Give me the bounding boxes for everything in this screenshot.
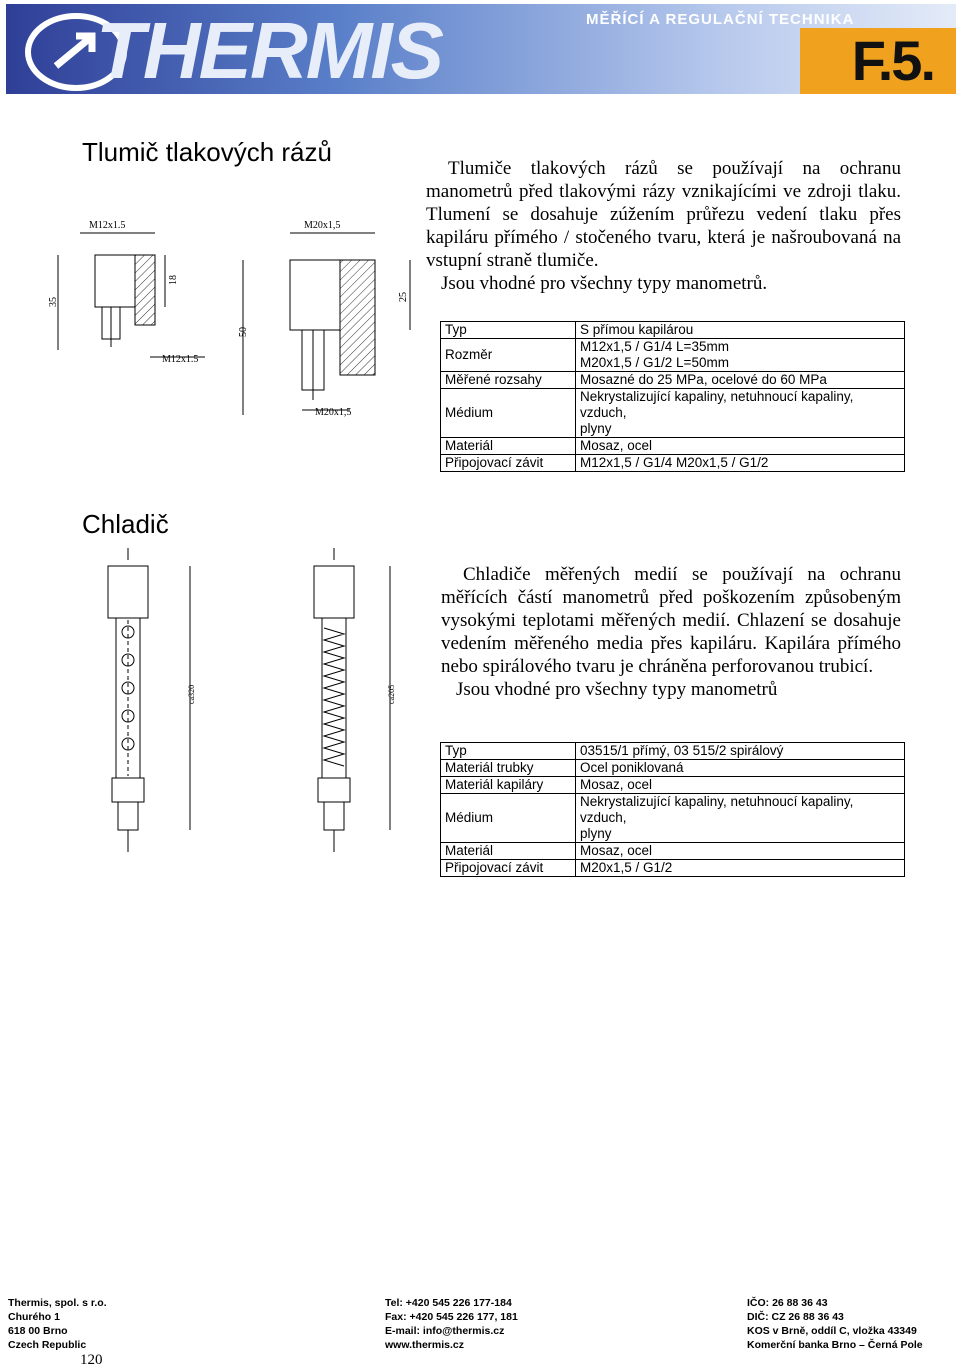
table-row xyxy=(441,743,905,760)
cooler-description xyxy=(441,563,901,701)
cooler-paragraph: Chladiče měřených medií se používají na ochranu měřících částí manometrů před poškozením způsobeným vysokými teplotami měřených medií. Chlazení se dosahuje vedením měřeného media přes kapiláru. Kapilára přímého nebo spirálového tvaru je chráněna perforovanou trubicí. xyxy=(441,564,901,677)
table-row xyxy=(441,777,905,794)
table-row xyxy=(441,455,905,472)
section-code-badge xyxy=(800,28,956,94)
spec-value: Mosaz, ocel xyxy=(576,438,905,455)
spec-key: Typ xyxy=(441,322,576,339)
damper-spec-table xyxy=(440,321,905,472)
header-tagline: MĚŘÍCÍ A REGULAČNÍ TECHNIKA xyxy=(586,11,855,28)
damper-technical-drawing xyxy=(40,215,440,425)
table-row xyxy=(441,843,905,860)
table-row xyxy=(441,760,905,777)
spec-value: Nekrystalizující kapaliny, netuhnoucí kapaliny, vzduch, plyny xyxy=(576,794,905,843)
table-row xyxy=(441,438,905,455)
table-row xyxy=(441,794,905,843)
spec-key: Materiál trubky xyxy=(441,760,576,777)
spec-key: Měřené rozsahy xyxy=(441,372,576,389)
spec-key: Rozměr xyxy=(441,339,576,372)
spec-value: M12x1,5 / G1/4 L=35mm M20x1,5 / G1/2 L=50mm xyxy=(576,339,905,372)
cooler-technical-drawing xyxy=(100,540,400,860)
drawing-label: 25 xyxy=(398,292,409,302)
spec-value: Nekrystalizující kapaliny, netuhnoucí kapaliny, vzduch, plyny xyxy=(576,389,905,438)
table-row xyxy=(441,372,905,389)
table-row xyxy=(441,389,905,438)
section-title-cooler: Chladič xyxy=(82,509,169,539)
section-code: F.5. xyxy=(851,29,934,92)
drawing-label: ca205 xyxy=(387,684,396,704)
spec-key: Typ xyxy=(441,743,576,760)
spec-key: Médium xyxy=(441,389,576,438)
spec-value: Mosaz, ocel xyxy=(576,843,905,860)
drawing-label: M20x1,5 xyxy=(304,220,341,231)
spec-value: Mosazné do 25 MPa, ocelové do 60 MPa xyxy=(576,372,905,389)
email-link[interactable]: E-mail: info@thermis.cz xyxy=(385,1325,505,1337)
spec-value: M20x1,5 / G1/2 xyxy=(576,860,905,877)
footer-registration: IČO: 26 88 36 43 DIČ: CZ 26 88 36 43 KOS v Brně, oddíl C, vložka 43349 Komerční banka Brno – Černá Pole xyxy=(747,1297,923,1351)
drawing-label: ca320 xyxy=(187,684,196,704)
drawing-label: 35 xyxy=(48,297,59,307)
spec-value: S přímou kapilárou xyxy=(576,322,905,339)
cooler-note: Jsou vhodné pro všechny typy manometrů xyxy=(456,679,778,700)
damper-description xyxy=(426,157,901,295)
spec-key: Připojovací závit xyxy=(441,455,576,472)
drawing-label: 18 xyxy=(168,275,179,285)
spec-key: Materiál kapiláry xyxy=(441,777,576,794)
spec-value: 03515/1 přímý, 03 515/2 spirálový xyxy=(576,743,905,760)
spec-value: Ocel poniklovaná xyxy=(576,760,905,777)
drawing-label: M20x1,5 xyxy=(315,407,352,418)
drawing-label: 50 xyxy=(238,327,249,337)
footer-company-address: Thermis, spol. s r.o. Churého 1 618 00 Brno Czech Republic xyxy=(8,1297,107,1351)
damper-paragraph: Tlumiče tlakových rázů se používají na ochranu manometrů před tlakovými rázy vznikajícími ve zdroji tlaku. Tlumení se dosahuje zúžením průřezu vedení tlaku přes kapiláru přímého / stočeného tvaru, která je našroubovaná na vstupní straně tlumiče. xyxy=(426,158,901,271)
brand-logo-text: THERMIS xyxy=(96,6,442,94)
page-number: 120 xyxy=(80,1352,103,1368)
table-row xyxy=(441,339,905,372)
page-footer xyxy=(0,1296,960,1366)
spec-key: Materiál xyxy=(441,438,576,455)
footer-contacts: Tel: +420 545 226 177-184 Fax: +420 545 226 177, 181 E-mail: info@thermis.cz www.thermis.cz xyxy=(385,1297,518,1351)
section-title-damper: Tlumič tlakových rázů xyxy=(82,137,332,167)
damper-note: Jsou vhodné pro všechny typy manometrů. xyxy=(441,273,768,294)
drawing-label: M12x1.5 xyxy=(89,220,126,231)
table-row xyxy=(441,860,905,877)
drawing-label: M12x1.5 xyxy=(162,354,199,365)
spec-key: Materiál xyxy=(441,843,576,860)
website-link[interactable]: www.thermis.cz xyxy=(385,1339,464,1351)
cooler-spec-table xyxy=(440,742,905,877)
spec-key: Médium xyxy=(441,794,576,843)
table-row xyxy=(441,322,905,339)
spec-value: Mosaz, ocel xyxy=(576,777,905,794)
spec-key: Připojovací závit xyxy=(441,860,576,877)
spec-value: M12x1,5 / G1/4 M20x1,5 / G1/2 xyxy=(576,455,905,472)
